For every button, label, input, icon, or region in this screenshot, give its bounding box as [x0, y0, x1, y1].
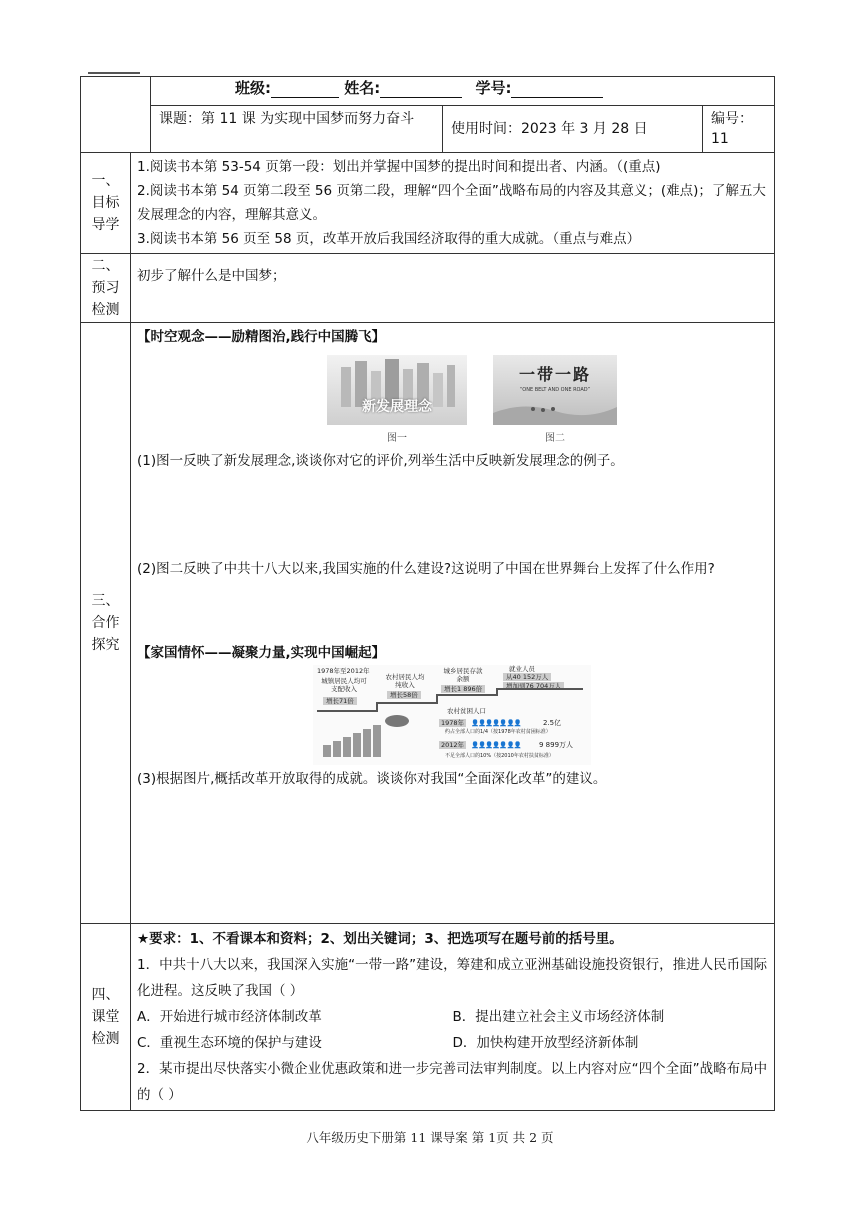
heading-homeland: 【家国情怀——凝聚力量,实现中国崛起】 — [137, 645, 386, 661]
people-icons-1978: 👤👤👤👤👤👤👤 — [471, 719, 521, 727]
answer-space-2[interactable] — [137, 581, 768, 641]
section-2-content — [131, 254, 775, 323]
question-2: (2)图二反映了中共十八大以来,我国实施的什么建设?这说明了中国在世界舞台上发挥了什么作用? — [137, 561, 715, 577]
student-info-row — [151, 77, 775, 106]
figure-1-caption: 图一 — [387, 433, 407, 444]
question-1: (1)图一反映了新发展理念,谈谈你对它的评价,列举生活中反映新发展理念的例子。 — [137, 453, 624, 469]
q1-option-a[interactable]: A．开始进行城市经济体制改革 — [137, 1009, 322, 1025]
name-blank[interactable] — [380, 79, 462, 98]
desert-graphic — [493, 355, 617, 425]
q1-options-row-1 — [137, 1004, 768, 1030]
lesson-title: 课题：第 11 课 为实现中国梦而努力奋斗 — [151, 106, 443, 153]
info-c2-value: 增长58倍 — [387, 691, 421, 699]
heading-spacetime: 【时空观念——励精图治,践行中国腾飞】 — [137, 329, 386, 345]
figure-2-image — [493, 355, 617, 425]
objective-item-3: 3.阅读书本第 56 页至 58 页，改革开放后我国经济取得的重大成就。（重点与难点） — [137, 231, 641, 247]
q1-options-row-2 — [137, 1030, 768, 1056]
header-corner-cell — [81, 77, 151, 153]
section-4-content — [131, 924, 775, 1111]
use-time: 使用时间：2023 年 3 月 28 日 — [443, 106, 703, 153]
test-question-1: 1．中共十八大以来，我国深入实施“一带一路”建设，筹建和成立亚洲基础设施投资银行，推进人民币国际化进程。这反映了我国（ ） — [137, 957, 768, 999]
info-note-2012: 不足全部人口的10%（按2010年农村扶贫标准） — [445, 753, 554, 759]
section-1-label: 一、目标导学 — [81, 153, 131, 254]
figure-2-subtitle: “ONE BELT AND ONE ROAD” — [519, 387, 591, 393]
reform-achievements-infographic — [313, 665, 591, 765]
info-note-1978: 约占全部人口的1/4（按1978年农村贫困标准） — [445, 729, 551, 735]
info-period: 1978年至2012年 — [317, 667, 370, 675]
serial-number: 编号：11 — [703, 106, 775, 153]
people-icons-2012: 👤👤👤👤👤👤👤 — [471, 741, 521, 749]
test-requirement: ★要求：1、不看课本和资料；2、划出关键词；3、把选项写在题号前的括号里。 — [137, 931, 623, 947]
info-c4-value-1: 从40 152万人 — [503, 673, 551, 681]
info-c2-title: 农村居民人均纯收入 — [385, 673, 425, 689]
objective-item-2: 2.阅读书本第 54 页第二段至 56 页第二段，理解“四个全面”战略布局的内容及其意义；(难点)；了解五大发展理念的内容，理解其意义。 — [137, 183, 766, 223]
top-rule — [88, 72, 140, 74]
page-footer: 八年级历史下册第 11 课导案 第 1页 共 2 页 — [306, 1130, 554, 1145]
section-3-label: 三、合作探究 — [81, 323, 131, 924]
info-c1-value: 增长71倍 — [323, 697, 357, 705]
section-2-label: 二、预习检测 — [81, 254, 131, 323]
info-c4-value-2: 增加到76 704万人 — [503, 682, 564, 690]
section-1-content — [131, 153, 775, 254]
class-blank[interactable] — [271, 79, 339, 98]
name-label: 姓名: — [344, 79, 381, 97]
section-4-label: 四、课堂检测 — [81, 924, 131, 1111]
lesson-plan-table — [80, 76, 775, 1111]
info-c3-title: 城乡居民存款余额 — [443, 667, 483, 683]
info-value-2012: 9 899万人 — [539, 741, 574, 749]
q1-option-c[interactable]: C．重视生态环境的保护与建设 — [137, 1035, 322, 1051]
q1-option-d[interactable]: D．加快构建开放型经济新体制 — [452, 1035, 639, 1051]
preview-text: 初步了解什么是中国梦； — [137, 268, 286, 284]
info-c3-value: 增长1 896倍 — [441, 685, 485, 693]
info-c1-title: 城镇居民人均可支配收入 — [321, 677, 367, 693]
info-poor-title: 农村贫困人口 — [447, 707, 486, 715]
figure-1-title: 新发展理念 — [362, 399, 432, 415]
info-value-1978: 2.5亿 — [543, 719, 562, 727]
class-label: 班级: — [235, 79, 271, 97]
staircase-graphic — [313, 665, 591, 765]
info-c4-title: 就业人员 — [509, 665, 535, 673]
figure-2-title: 一带一路 — [518, 365, 591, 384]
figure-1-image — [327, 355, 467, 425]
student-id-blank[interactable] — [511, 79, 603, 98]
info-year-1978: 1978年 — [441, 719, 465, 727]
answer-space-1[interactable] — [137, 473, 768, 557]
section-3-content — [131, 323, 775, 924]
test-question-2: 2．某市提出尽快落实小微企业优惠政策和进一步完善司法审判制度。以上内容对应“四个全面”战略布局中的（ ） — [137, 1061, 768, 1103]
student-id-label: 学号: — [475, 79, 512, 97]
figure-row — [137, 353, 768, 444]
info-year-2012: 2012年 — [441, 741, 465, 749]
q1-option-b[interactable]: B．提出建立社会主义市场经济体制 — [452, 1009, 665, 1025]
objective-item-1: 1.阅读书本第 53-54 页第一段：划出并掌握中国梦的提出时间和提出者、内涵。（(重点) — [137, 159, 661, 175]
figure-2-caption: 图二 — [545, 433, 565, 444]
question-3: (3)根据图片,概括改革开放取得的成就。谈谈你对我国“全面深化改革”的建议。 — [137, 771, 607, 787]
